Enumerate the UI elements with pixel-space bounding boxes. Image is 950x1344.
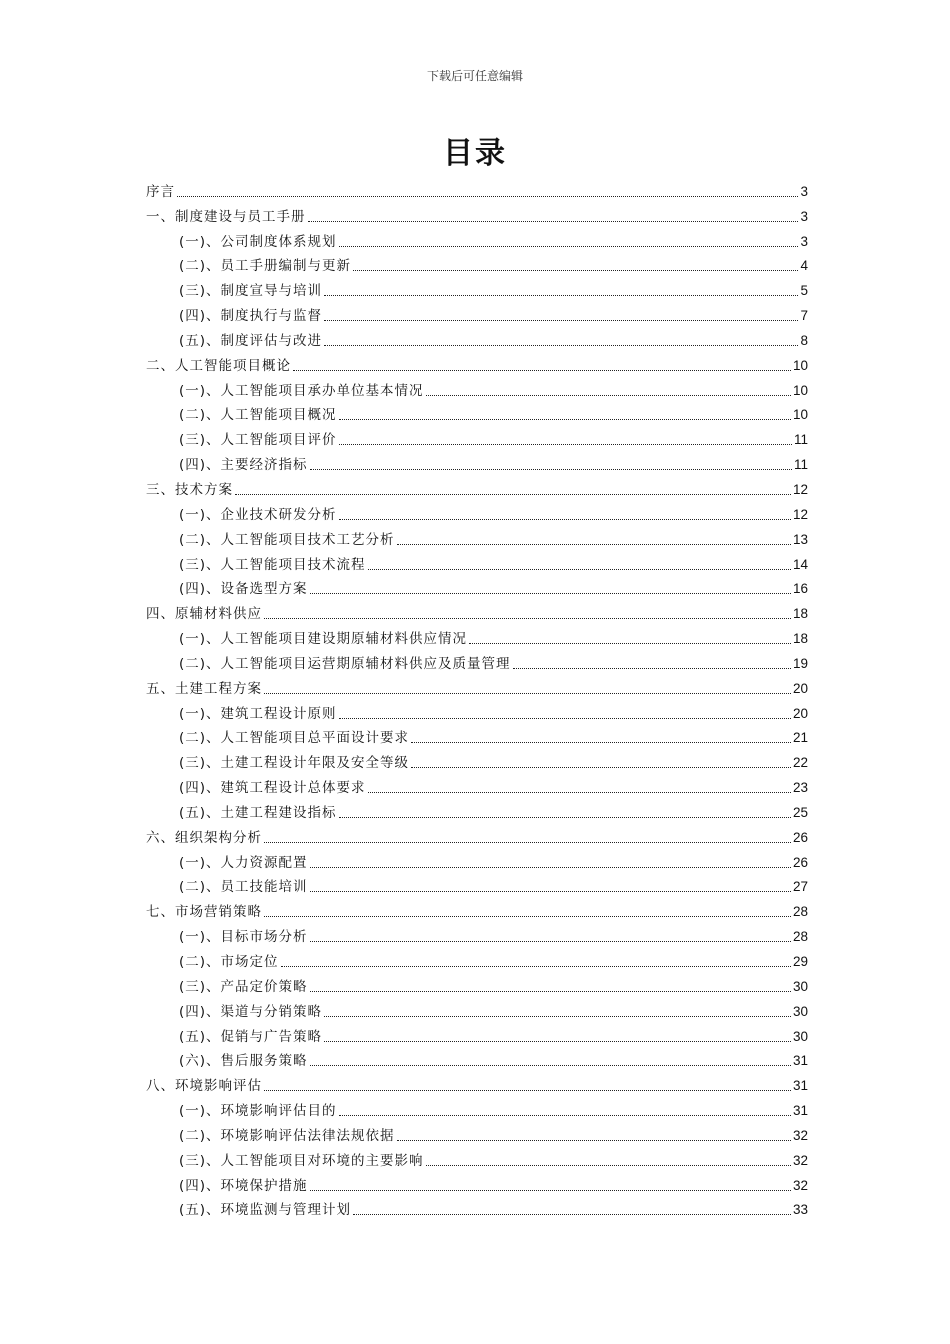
toc-entry-page: 3 <box>800 233 808 249</box>
toc-entry-page: 21 <box>792 730 808 746</box>
toc-entry-title: (三)、人工智能项目技术流程 <box>179 556 366 573</box>
toc-entry-title: (五)、制度评估与改进 <box>179 332 323 349</box>
toc-entry-title: (一)、环境影响评估目的 <box>179 1103 337 1120</box>
toc-entry[interactable] <box>146 275 808 300</box>
toc-entry[interactable] <box>146 872 808 897</box>
toc-entry[interactable] <box>146 1021 808 1046</box>
toc-entry-title: 六、组织架构分析 <box>146 829 262 846</box>
toc-leader-dots <box>324 345 798 346</box>
toc-entry-page: 27 <box>792 879 808 895</box>
toc-entry-title: 七、市场营销策略 <box>146 904 262 921</box>
toc-entry[interactable] <box>146 350 808 375</box>
toc-leader-dots <box>339 718 791 719</box>
toc-entry[interactable] <box>146 251 808 276</box>
toc-leader-dots <box>411 742 791 743</box>
toc-entry-title: (四)、主要经济指标 <box>179 457 308 474</box>
toc-leader-dots <box>368 569 791 570</box>
toc-entry-page: 16 <box>792 581 808 597</box>
toc-entry-title: (四)、建筑工程设计总体要求 <box>179 780 366 797</box>
toc-leader-dots <box>426 395 791 396</box>
toc-entry[interactable] <box>146 1120 808 1145</box>
toc-entry-page: 30 <box>792 1028 808 1044</box>
toc-entry-page: 31 <box>792 1053 808 1069</box>
toc-leader-dots <box>339 519 791 520</box>
toc-entry-page: 18 <box>792 606 808 622</box>
page-title: 目录 <box>443 136 507 171</box>
toc-entry-page: 20 <box>792 705 808 721</box>
toc-entry-title: (五)、土建工程建设指标 <box>179 804 337 821</box>
toc-leader-dots <box>339 246 799 247</box>
toc-entry-page: 8 <box>800 332 808 348</box>
toc-entry-page: 26 <box>792 829 808 845</box>
toc-entry[interactable] <box>146 723 808 748</box>
toc-entry-title: (一)、人力资源配置 <box>179 854 308 871</box>
toc-entry-title: (五)、环境监测与管理计划 <box>179 1202 352 1219</box>
toc-leader-dots <box>310 991 791 992</box>
toc-entry-title: (四)、制度执行与监督 <box>179 308 323 325</box>
toc-entry-page: 32 <box>792 1177 808 1193</box>
toc-entry-page: 25 <box>792 804 808 820</box>
toc-leader-dots <box>310 1065 791 1066</box>
toc-entry[interactable] <box>146 375 808 400</box>
toc-entry-title: 四、原辅材料供应 <box>146 606 262 623</box>
toc-entry[interactable] <box>146 971 808 996</box>
toc-entry[interactable] <box>146 1195 808 1220</box>
toc-leader-dots <box>310 941 791 942</box>
toc-entry-page: 28 <box>792 929 808 945</box>
toc-entry-page: 30 <box>792 1003 808 1019</box>
toc-entry-page: 28 <box>792 904 808 920</box>
toc-leader-dots <box>368 792 791 793</box>
toc-entry-title: (一)、目标市场分析 <box>179 929 308 946</box>
toc-entry[interactable] <box>146 424 808 449</box>
toc-entry[interactable] <box>146 1095 808 1120</box>
toc-entry-title: (三)、产品定价策略 <box>179 978 308 995</box>
toc-entry-title: (二)、员工手册编制与更新 <box>179 258 352 275</box>
toc-leader-dots <box>397 1140 791 1141</box>
toc-entry[interactable] <box>146 524 808 549</box>
toc-entry-title: (一)、人工智能项目承办单位基本情况 <box>179 382 424 399</box>
toc-entry-page: 7 <box>800 308 808 324</box>
toc-entry[interactable] <box>146 673 808 698</box>
toc-entry-title: (二)、员工技能培训 <box>179 879 308 896</box>
toc-entry-title: 五、土建工程方案 <box>146 680 262 697</box>
toc-entry[interactable] <box>146 946 808 971</box>
toc-entry-title: 序言 <box>146 183 175 200</box>
toc-leader-dots <box>264 618 791 619</box>
toc-entry-page: 11 <box>793 432 808 448</box>
toc-entry-title: (三)、人工智能项目对环境的主要影响 <box>179 1152 424 1169</box>
toc-entry[interactable] <box>146 549 808 574</box>
toc-entry-page: 31 <box>792 1103 808 1119</box>
toc-entry-page: 32 <box>792 1152 808 1168</box>
toc-entry[interactable] <box>146 400 808 425</box>
toc-entry-page: 10 <box>792 382 808 398</box>
toc-entry-page: 13 <box>792 531 808 547</box>
toc-entry[interactable] <box>146 896 808 921</box>
toc-entry-page: 22 <box>792 755 808 771</box>
toc-entry-page: 23 <box>792 780 808 796</box>
toc-entry[interactable] <box>146 1170 808 1195</box>
toc-leader-dots <box>426 1165 791 1166</box>
toc-entry-title: (一)、人工智能项目建设期原辅材料供应情况 <box>179 631 468 648</box>
toc-entry-page: 12 <box>792 506 808 522</box>
toc-entry-page: 20 <box>792 680 808 696</box>
toc-leader-dots <box>264 842 791 843</box>
toc-entry-page: 30 <box>792 978 808 994</box>
toc-leader-dots <box>339 444 792 445</box>
toc-leader-dots <box>339 817 791 818</box>
toc-entry-title: (二)、人工智能项目总平面设计要求 <box>179 730 410 747</box>
toc-entry-page: 33 <box>792 1202 808 1218</box>
toc-entry-page: 26 <box>792 854 808 870</box>
toc-entry[interactable] <box>146 772 808 797</box>
toc-leader-dots <box>264 1090 791 1091</box>
toc-entry[interactable] <box>146 921 808 946</box>
toc-entry[interactable] <box>146 797 808 822</box>
toc-entry-title: (五)、促销与广告策略 <box>179 1028 323 1045</box>
toc-leader-dots <box>513 668 791 669</box>
toc-leader-dots <box>310 867 791 868</box>
toc-entry-page: 19 <box>792 655 808 671</box>
toc-entry-title: (一)、公司制度体系规划 <box>179 233 337 250</box>
toc-entry[interactable] <box>146 474 808 499</box>
toc-entry-page: 32 <box>792 1127 808 1143</box>
toc-entry[interactable] <box>146 201 808 226</box>
toc-entry-page: 4 <box>800 258 808 274</box>
toc-leader-dots <box>264 916 791 917</box>
toc-entry-title: 八、环境影响评估 <box>146 1078 262 1095</box>
toc-leader-dots <box>308 221 799 222</box>
toc-entry-title: 三、技术方案 <box>146 481 233 498</box>
toc-entry[interactable] <box>146 623 808 648</box>
toc-leader-dots <box>353 1214 791 1215</box>
toc-entry-page: 3 <box>800 208 808 224</box>
toc-entry-title: (六)、售后服务策略 <box>179 1053 308 1070</box>
toc-entry-page: 29 <box>792 954 808 969</box>
toc-entry-page: 14 <box>792 556 808 572</box>
toc-leader-dots <box>235 494 791 495</box>
toc-leader-dots <box>411 767 791 768</box>
toc-entry-title: 一、制度建设与员工手册 <box>146 208 306 225</box>
toc-entry-title: (四)、渠道与分销策略 <box>179 1003 323 1020</box>
toc-entry-title: (二)、人工智能项目运营期原辅材料供应及质量管理 <box>179 655 511 672</box>
toc-entry[interactable] <box>146 822 808 847</box>
toc-entry[interactable] <box>146 176 808 201</box>
toc-entry-page: 3 <box>800 183 808 199</box>
toc-entry-title: (四)、环境保护措施 <box>179 1177 308 1194</box>
toc-entry[interactable] <box>146 574 808 599</box>
toc-entry[interactable] <box>146 1046 808 1071</box>
toc-entry-title: (一)、建筑工程设计原则 <box>179 705 337 722</box>
toc-entry-page: 5 <box>800 283 808 299</box>
toc-entry-title: (二)、人工智能项目技术工艺分析 <box>179 531 395 548</box>
toc-leader-dots <box>324 320 798 321</box>
toc-leader-dots <box>177 196 798 197</box>
toc-leader-dots <box>293 370 791 371</box>
table-of-contents <box>146 176 808 1219</box>
toc-entry-page: 18 <box>792 631 808 647</box>
toc-leader-dots <box>397 544 791 545</box>
toc-entry-page: 31 <box>792 1078 808 1094</box>
toc-leader-dots <box>310 593 791 594</box>
toc-leader-dots <box>339 419 791 420</box>
toc-entry-title: (三)、土建工程设计年限及安全等级 <box>179 755 410 772</box>
toc-entry-title: (一)、企业技术研发分析 <box>179 506 337 523</box>
toc-entry-page: 12 <box>792 481 808 497</box>
toc-entry[interactable] <box>146 847 808 872</box>
toc-leader-dots <box>264 693 791 694</box>
toc-leader-dots <box>310 1190 791 1191</box>
toc-entry-page: 10 <box>792 357 808 373</box>
toc-entry[interactable] <box>146 226 808 251</box>
header-note: 下载后可任意编辑 <box>426 69 523 83</box>
toc-leader-dots <box>324 1016 791 1017</box>
toc-leader-dots <box>310 891 791 892</box>
toc-entry-title: 二、人工智能项目概论 <box>146 357 291 374</box>
toc-entry[interactable] <box>146 598 808 623</box>
toc-entry[interactable] <box>146 300 808 325</box>
toc-entry[interactable] <box>146 698 808 723</box>
toc-entry-title: (二)、环境影响评估法律法规依据 <box>179 1127 395 1144</box>
toc-entry-title: (二)、人工智能项目概况 <box>179 407 337 424</box>
toc-leader-dots <box>339 1115 791 1116</box>
toc-entry[interactable] <box>146 449 808 474</box>
toc-entry[interactable] <box>146 499 808 524</box>
toc-leader-dots <box>353 270 798 271</box>
toc-entry[interactable] <box>146 648 808 673</box>
toc-entry-page: 10 <box>792 407 808 423</box>
toc-entry[interactable] <box>146 1145 808 1170</box>
toc-entry-title: (三)、制度宣导与培训 <box>179 283 323 300</box>
toc-entry-title: (二)、市场定位 <box>179 954 279 970</box>
toc-entry-title: (四)、设备选型方案 <box>179 581 308 598</box>
toc-entry[interactable] <box>146 325 808 350</box>
toc-entry-title: (三)、人工智能项目评价 <box>179 432 337 449</box>
toc-leader-dots <box>324 295 798 296</box>
toc-leader-dots <box>310 469 792 470</box>
toc-leader-dots <box>469 643 791 644</box>
toc-entry[interactable] <box>146 747 808 772</box>
toc-leader-dots <box>281 966 791 967</box>
toc-entry[interactable] <box>146 1070 808 1095</box>
toc-entry-page: 11 <box>793 457 808 473</box>
toc-entry[interactable] <box>146 996 808 1021</box>
toc-leader-dots <box>324 1041 791 1042</box>
